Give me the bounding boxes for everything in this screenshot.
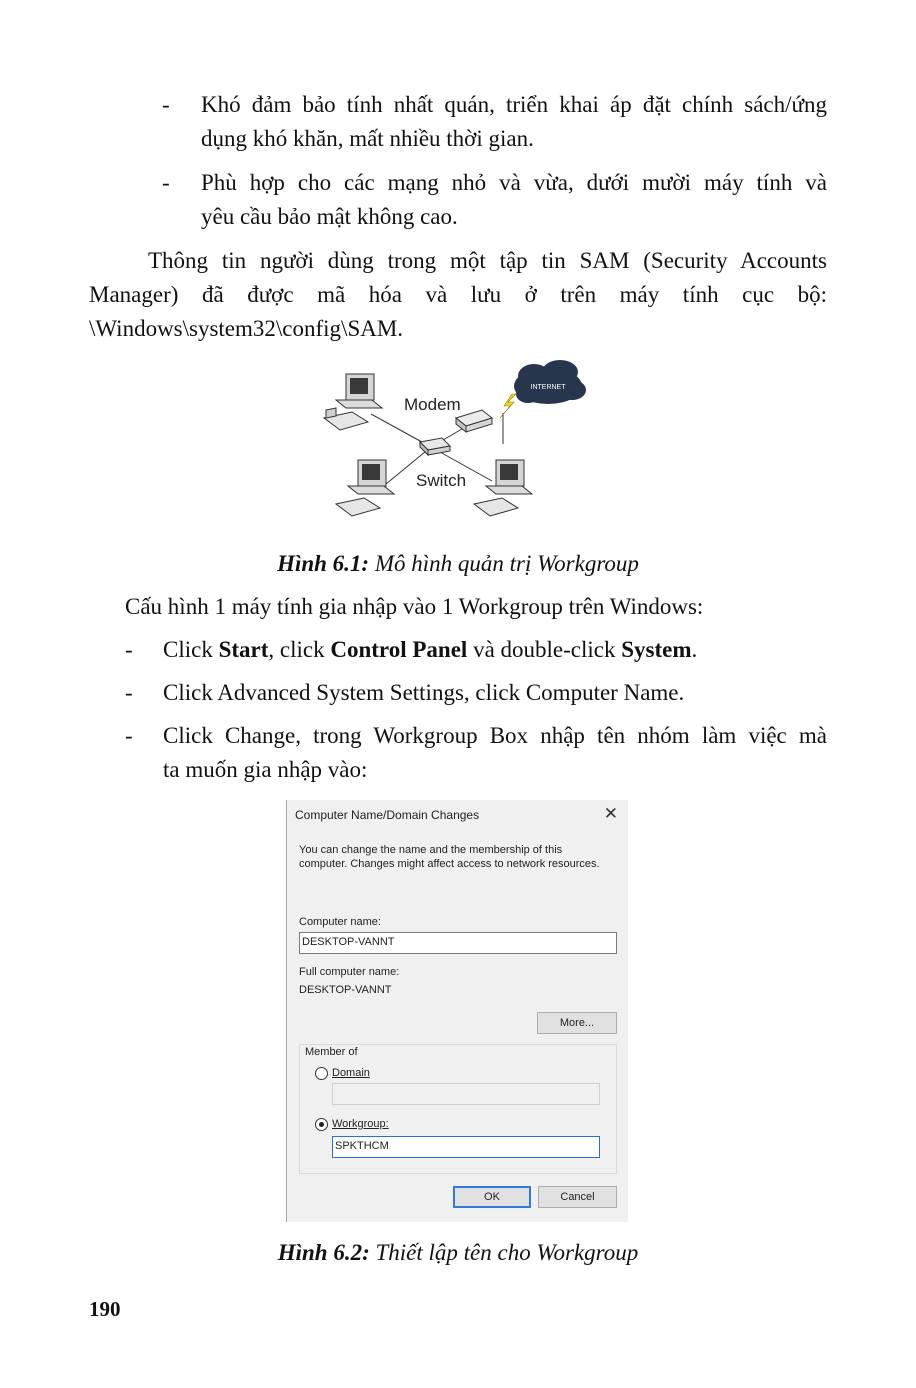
figure-2-caption-label: Hình 6.2: [277, 1240, 370, 1265]
figure-2-caption-text: Thiết lập tên cho Workgroup [369, 1240, 639, 1265]
figure-1-caption-label: Hình 6.1: [277, 551, 370, 576]
intro-text: Cấu hình 1 máy tính gia nhập vào 1 Workgroup trên Windows: [125, 594, 704, 619]
cancel-button[interactable]: Cancel [538, 1186, 617, 1208]
step-1-control-panel: Control Panel [330, 637, 468, 662]
dialog-title: Computer Name/Domain Changes [295, 808, 480, 822]
computer-icon [474, 460, 532, 516]
paragraph-line-2: Manager) đã được mã hóa và lưu ở trên máy tính cục bộ: [89, 282, 827, 307]
full-computer-name-label: Full computer name: [299, 966, 400, 978]
dialog-description-line-2: computer. Changes might affect access to network resources. [299, 858, 600, 870]
step-1-start: Start [218, 637, 269, 662]
workgroup-label[interactable] [332, 1118, 389, 1130]
step-1-text-a: Click [163, 637, 219, 662]
domain-radio[interactable] [315, 1067, 328, 1080]
step-1-text-c: và double-click [467, 637, 622, 662]
step-dash-3: - [125, 723, 133, 748]
paragraph-line-3: \Windows\system32\config\SAM. [89, 316, 404, 341]
domain-label[interactable] [332, 1067, 370, 1079]
step-1 [163, 635, 697, 665]
internet-label: INTERNET [530, 384, 566, 391]
page-number: 190 [89, 1297, 121, 1321]
member-of-label: Member of [305, 1046, 358, 1058]
figure-2-caption [0, 1238, 916, 1268]
paragraph-line-1: Thông tin người dùng trong một tập tin SAM (Security Accounts [148, 248, 827, 273]
computer-name-input[interactable]: DESKTOP-VANNT [299, 932, 617, 954]
step-1-text-d: . [691, 637, 698, 662]
workgroup-input[interactable]: SPKTHCM [332, 1136, 600, 1158]
close-icon[interactable]: ✕ [603, 804, 618, 823]
bullet-dash-1: - [162, 92, 170, 117]
domain-label-text: Domain [332, 1067, 370, 1079]
workgroup-label-text: Workgroup: [332, 1118, 389, 1130]
bullet-1-line-1: Khó đảm bảo tính nhất quán, triển khai áp đặt chính sách/ứng [201, 92, 827, 117]
step-dash-1: - [125, 637, 133, 662]
more-button[interactable]: More... [537, 1012, 617, 1034]
step-dash-2: - [125, 680, 133, 705]
computer-icon [324, 374, 382, 430]
lightning-icon [500, 394, 516, 418]
domain-input[interactable] [332, 1083, 600, 1105]
internet-cloud-icon [514, 360, 586, 404]
computer-name-dialog [286, 800, 628, 1222]
workgroup-network-diagram [316, 356, 592, 534]
bullet-1-line-2: dụng khó khăn, mất nhiều thời gian. [201, 126, 534, 151]
dialog-description-line-1: You can change the name and the membership of this [299, 844, 563, 856]
step-3-line-2: ta muốn gia nhập vào: [163, 757, 368, 782]
modem-icon [456, 410, 492, 432]
full-computer-name-value: DESKTOP-VANNT [299, 984, 392, 996]
step-2: Click Advanced System Settings, click Computer Name. [163, 680, 685, 705]
bullet-dash-2: - [162, 170, 170, 195]
step-1-text-b: , click [268, 637, 331, 662]
switch-label: Switch [416, 471, 467, 490]
step-1-system: System [621, 637, 692, 662]
ok-button[interactable]: OK [453, 1186, 531, 1208]
computer-icon [336, 460, 394, 516]
bullet-2-line-2: yêu cầu bảo mật không cao. [201, 204, 458, 229]
step-3-line-1: Click Change, trong Workgroup Box nhập tên nhóm làm việc mà [163, 723, 827, 748]
figure-1-caption [0, 549, 916, 579]
workgroup-radio[interactable] [315, 1118, 328, 1131]
modem-label: Modem [404, 395, 461, 414]
figure-1-caption-text: Mô hình quản trị Workgroup [369, 551, 639, 576]
bullet-2-line-1: Phù hợp cho các mạng nhỏ và vừa, dưới mười máy tính và [201, 170, 827, 195]
computer-name-label: Computer name: [299, 916, 381, 928]
